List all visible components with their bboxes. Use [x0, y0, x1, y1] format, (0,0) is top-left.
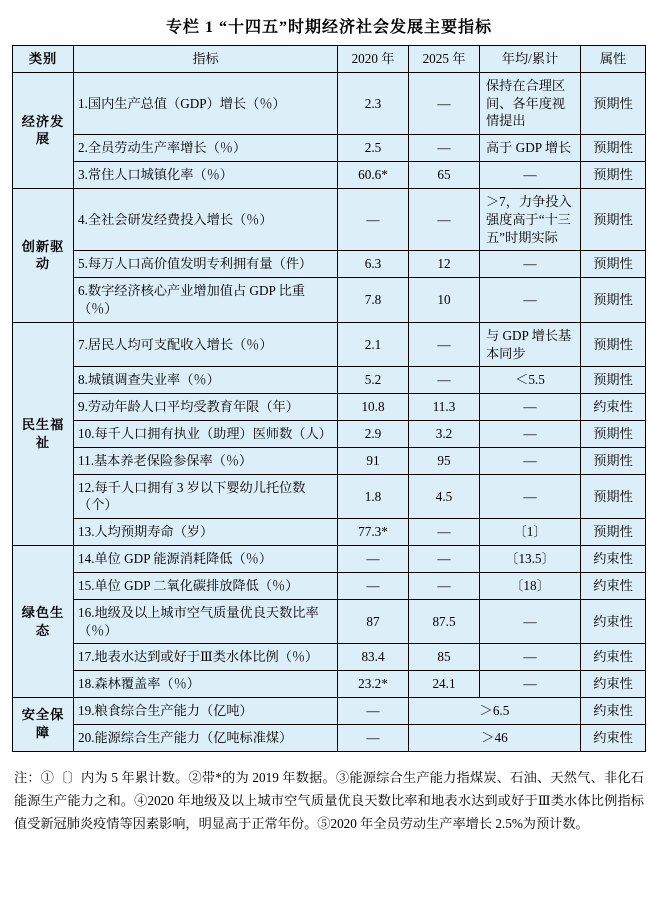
row-attribute: 预期性 — [581, 447, 646, 474]
table-row — [13, 519, 646, 546]
row-indicator: 17.地表水达到或好于Ⅲ类水体比例（％） — [74, 644, 338, 671]
row-indicator: 6.数字经济核心产业增加值占 GDP 比重（％） — [74, 278, 338, 323]
row-attribute: 预期性 — [581, 421, 646, 448]
table-row — [13, 278, 646, 323]
row-indicator: 18.森林覆盖率（％） — [74, 671, 338, 698]
table-row — [13, 599, 646, 644]
row-average: 〔13.5〕 — [480, 546, 581, 573]
row-value-2020: — — [338, 572, 409, 599]
row-average: — — [480, 447, 581, 474]
row-value-2020: 2.1 — [338, 322, 409, 367]
row-value-2020: — — [338, 697, 409, 724]
table-row — [13, 671, 646, 698]
row-attribute: 约束性 — [581, 644, 646, 671]
row-attribute: 约束性 — [581, 697, 646, 724]
row-average: — — [480, 644, 581, 671]
row-attribute: 预期性 — [581, 251, 646, 278]
table-row — [13, 367, 646, 394]
row-attribute: 预期性 — [581, 367, 646, 394]
row-attribute: 预期性 — [581, 278, 646, 323]
row-value-2025: 87.5 — [409, 599, 480, 644]
table-row — [13, 421, 646, 448]
table-row — [13, 251, 646, 278]
row-attribute: 预期性 — [581, 72, 646, 134]
table-row — [13, 697, 646, 724]
row-indicator: 4.全社会研发经费投入增长（％） — [74, 188, 338, 250]
row-indicator: 10.每千人口拥有执业（助理）医师数（人） — [74, 421, 338, 448]
table-header-row — [13, 46, 646, 73]
row-average: — — [480, 278, 581, 323]
row-indicator: 7.居民人均可支配收入增长（％） — [74, 322, 338, 367]
row-attribute: 约束性 — [581, 599, 646, 644]
row-indicator: 20.能源综合生产能力（亿吨标准煤） — [74, 724, 338, 751]
row-indicator: 16.地级及以上城市空气质量优良天数比率（％） — [74, 599, 338, 644]
row-value-2020: — — [338, 724, 409, 751]
page-title: 专栏 1 “十四五”时期经济社会发展主要指标 — [165, 19, 492, 36]
row-value-2025: ＞46 — [409, 724, 581, 751]
row-average: 与 GDP 增长基本同步 — [480, 322, 581, 367]
row-value-2020: 10.8 — [338, 394, 409, 421]
table-row — [13, 394, 646, 421]
row-indicator: 5.每万人口高价值发明专利拥有量（件） — [74, 251, 338, 278]
row-category: 安全保障 — [13, 697, 74, 751]
row-attribute: 约束性 — [581, 394, 646, 421]
row-value-2025: — — [409, 322, 480, 367]
table-row — [13, 72, 646, 134]
row-attribute: 约束性 — [581, 572, 646, 599]
row-indicator: 1.国内生产总值（GDP）增长（％） — [74, 72, 338, 134]
table-row — [13, 162, 646, 189]
row-average: — — [480, 251, 581, 278]
row-average: 高于 GDP 增长 — [480, 135, 581, 162]
row-value-2020: 23.2* — [338, 671, 409, 698]
header-category: 类别 — [13, 46, 74, 73]
row-average: ＜5.5 — [480, 367, 581, 394]
row-attribute: 约束性 — [581, 671, 646, 698]
table-body — [13, 72, 646, 751]
row-value-2025: 12 — [409, 251, 480, 278]
row-attribute: 预期性 — [581, 188, 646, 250]
header-year-2025: 2025 年 — [409, 46, 480, 73]
row-value-2020: — — [338, 546, 409, 573]
table-row — [13, 322, 646, 367]
row-value-2025: — — [409, 546, 480, 573]
row-value-2020: 7.8 — [338, 278, 409, 323]
row-indicator: 9.劳动年龄人口平均受教育年限（年） — [74, 394, 338, 421]
row-indicator: 8.城镇调查失业率（％） — [74, 367, 338, 394]
row-value-2025: — — [409, 72, 480, 134]
row-value-2025: — — [409, 135, 480, 162]
row-average: — — [480, 671, 581, 698]
row-category: 民生福祉 — [13, 322, 74, 545]
table-row — [13, 546, 646, 573]
row-value-2020: — — [338, 188, 409, 250]
row-attribute: 预期性 — [581, 135, 646, 162]
notes-text: 注：①〔〕内为 5 年累计数。②带*的为 2019 年数据。③能源综合生产能力指煤炭、石油、天然气、非化石能源生产能力之和。④2020 年地级及以上城市空气质量优良天数比率和地表水达到或好于Ⅲ类水体比例指标值受新冠肺炎疫情等因素影响，明显高于正常年份。⑤2020 年全员劳动生产率增长 2.5%为预计数。 — [14, 769, 644, 831]
row-value-2025: — — [409, 367, 480, 394]
row-average: — — [480, 474, 581, 519]
row-indicator: 14.单位 GDP 能源消耗降低（％） — [74, 546, 338, 573]
indicators-table — [12, 45, 646, 752]
row-attribute: 预期性 — [581, 474, 646, 519]
row-indicator: 19.粮食综合生产能力（亿吨） — [74, 697, 338, 724]
row-category: 创新驱动 — [13, 188, 74, 322]
header-year-2020: 2020 年 — [338, 46, 409, 73]
row-average: ＞7，力争投入强度高于“十三五”时期实际 — [480, 188, 581, 250]
row-value-2020: 91 — [338, 447, 409, 474]
row-value-2020: 83.4 — [338, 644, 409, 671]
row-average: 保持在合理区间、各年度视情提出 — [480, 72, 581, 134]
row-value-2025: 65 — [409, 162, 480, 189]
row-value-2025: 10 — [409, 278, 480, 323]
table-row — [13, 135, 646, 162]
row-value-2025: — — [409, 188, 480, 250]
row-average: — — [480, 394, 581, 421]
row-value-2025: — — [409, 572, 480, 599]
row-value-2020: 2.5 — [338, 135, 409, 162]
table-row — [13, 724, 646, 751]
row-average: 〔18〕 — [480, 572, 581, 599]
row-value-2025: 4.5 — [409, 474, 480, 519]
row-value-2025: 24.1 — [409, 671, 480, 698]
row-indicator: 3.常住人口城镇化率（％） — [74, 162, 338, 189]
table-header — [13, 46, 646, 73]
row-value-2020: 6.3 — [338, 251, 409, 278]
row-value-2025: 85 — [409, 644, 480, 671]
row-attribute: 预期性 — [581, 162, 646, 189]
row-value-2020: 2.3 — [338, 72, 409, 134]
row-value-2020: 1.8 — [338, 474, 409, 519]
row-value-2025: 95 — [409, 447, 480, 474]
row-attribute: 约束性 — [581, 724, 646, 751]
table-row — [13, 188, 646, 250]
row-indicator: 13.人均预期寿命（岁） — [74, 519, 338, 546]
row-category: 绿色生态 — [13, 546, 74, 698]
table-row — [13, 644, 646, 671]
row-value-2025: — — [409, 519, 480, 546]
row-value-2025: ＞6.5 — [409, 697, 581, 724]
table-row — [13, 572, 646, 599]
header-indicator: 指标 — [74, 46, 338, 73]
row-attribute: 预期性 — [581, 322, 646, 367]
row-attribute: 预期性 — [581, 519, 646, 546]
row-indicator: 11.基本养老保险参保率（％） — [74, 447, 338, 474]
row-average: — — [480, 599, 581, 644]
header-attribute: 属性 — [581, 46, 646, 73]
header-average: 年均/累计 — [480, 46, 581, 73]
row-indicator: 15.单位 GDP 二氧化碳排放降低（％） — [74, 572, 338, 599]
row-average: — — [480, 162, 581, 189]
row-indicator: 2.全员劳动生产率增长（％） — [74, 135, 338, 162]
row-value-2020: 77.3* — [338, 519, 409, 546]
row-value-2025: 11.3 — [409, 394, 480, 421]
row-value-2020: 2.9 — [338, 421, 409, 448]
row-average: — — [480, 421, 581, 448]
table-row — [13, 474, 646, 519]
row-value-2025: 3.2 — [409, 421, 480, 448]
row-attribute: 约束性 — [581, 546, 646, 573]
row-value-2020: 87 — [338, 599, 409, 644]
table-notes — [12, 766, 646, 835]
row-value-2020: 60.6* — [338, 162, 409, 189]
row-indicator: 12.每千人口拥有 3 岁以下婴幼儿托位数（个） — [74, 474, 338, 519]
row-category: 经济发展 — [13, 72, 74, 188]
table-row — [13, 447, 646, 474]
row-average: 〔1〕 — [480, 519, 581, 546]
row-value-2020: 5.2 — [338, 367, 409, 394]
